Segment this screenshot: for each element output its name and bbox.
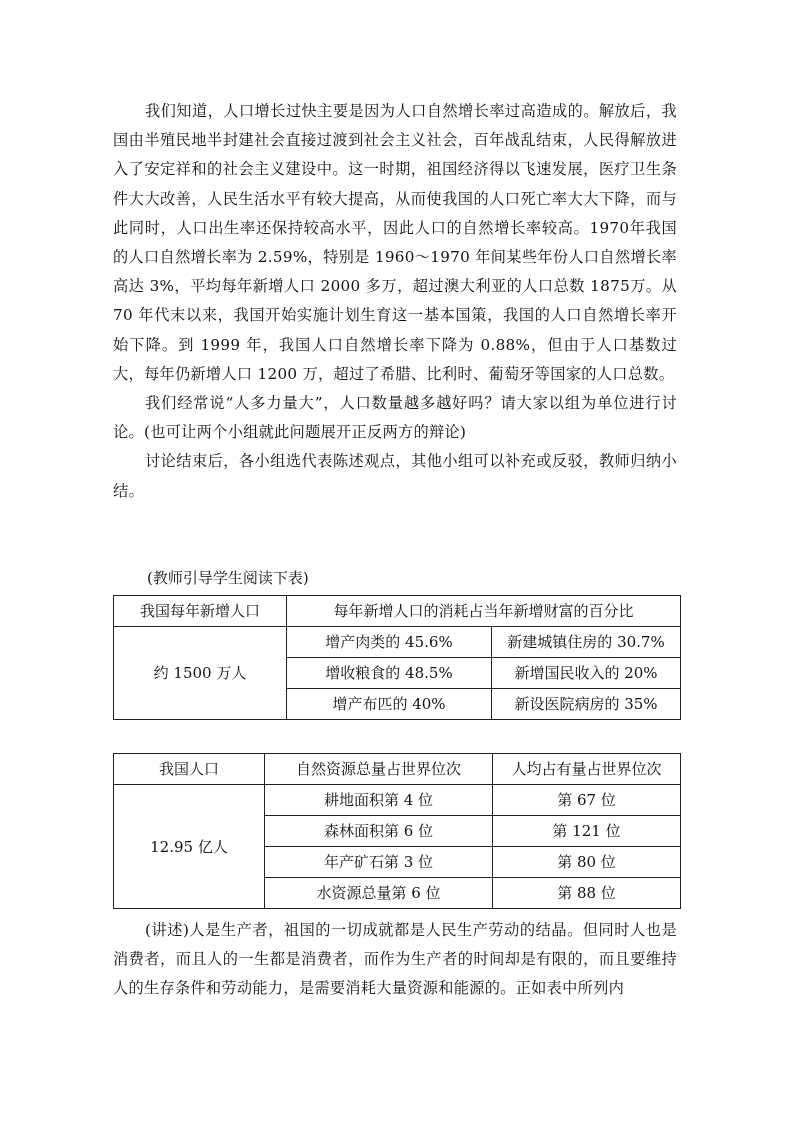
table-cell: 森林面积第 6 位 xyxy=(265,816,493,847)
header-cell: 每年新增人口的消耗占当年新增财富的百分比 xyxy=(287,596,681,627)
table-row xyxy=(114,785,681,816)
table-cell: 增产布匹的 40% xyxy=(287,689,492,720)
header-cell: 我国每年新增人口 xyxy=(114,596,287,627)
table-cell: 年产矿石第 3 位 xyxy=(265,847,493,878)
paragraph-population-growth: 我们知道，人口增长过快主要是因为人口自然增长率过高造成的。解放后，我国由半殖民地半封建社会直接过渡到社会主义社会，百年战乱结束，人民得解放进入了安定祥和的社会主义建设中。这一时期，祖国经济得以飞速发展，医疗卫生条件大大改善，人民生活水平有较大提高，从而使我国的人口死亡率大大下降，而与此同时，人口出生率还保持较高水平，因此人口的自然增长率较高。1970年我国的人口自然增长率为 2.59%，特别是 1960～1970 年间某些年份人口自然增长率高达 3%，平均每年新增人口 2000 多万，超过澳大利亚的人口总数 1875万。从 70 年代末以来，我国开始实施计划生育这一基本国策，我国的人口自然增长率开始下降。到 1999 年，我国人口自然增长率下降为 0.88%，但由于人口基数过大，每年仍新增人口 1200 万，超过了希腊、比利时、葡萄牙等国家的人口总数。 xyxy=(113,102,677,383)
table-cell: 第 67 位 xyxy=(493,785,681,816)
paragraph-discussion-question: 我们经常说“人多力量大”，人口数量越多越好吗？请大家以组为单位进行讨论。(也可让两个小组就此问题展开正反两方的辩论) xyxy=(113,394,677,442)
natural-resources-ranking-table xyxy=(113,753,681,909)
table-header-row xyxy=(114,596,681,627)
table-cell: 第 121 位 xyxy=(493,816,681,847)
table-cell: 新增国民收入的 20% xyxy=(492,658,681,689)
table-cell: 耕地面积第 4 位 xyxy=(265,785,493,816)
paragraph-discussion-summary: 讨论结束后，各小组选代表陈述观点，其他小组可以补充或反驳，教师归纳小结。 xyxy=(113,452,677,500)
table-cell: 第 80 位 xyxy=(493,847,681,878)
new-population-consumption-table xyxy=(113,595,681,720)
table-cell: 水资源总量第 6 位 xyxy=(265,878,493,909)
merged-value-cell: 12.95 亿人 xyxy=(114,785,265,909)
table-cell: 新设医院病房的 35% xyxy=(492,689,681,720)
header-cell: 我国人口 xyxy=(114,754,265,785)
table-cell: 增收粮食的 48.5% xyxy=(287,658,492,689)
table-header-row xyxy=(114,754,681,785)
table-row xyxy=(114,627,681,658)
paragraph-lecture: (讲述)人是生产者，祖国的一切成就都是人民生产劳动的结晶。但同时人也是消费者，而且人的一生都是消费者，而作为生产者的时间却是有限的，而且要维持人的生存条件和劳动能力，是需要消耗大量资源和能源的。正如表中所列内 xyxy=(113,921,677,998)
table-cell: 增产肉类的 45.6% xyxy=(287,627,492,658)
header-cell: 人均占有量占世界位次 xyxy=(493,754,681,785)
body-text-continued xyxy=(113,916,677,1004)
header-cell: 自然资源总量占世界位次 xyxy=(265,754,493,785)
table-caption: (教师引导学生阅读下表) xyxy=(147,569,309,587)
table-cell: 第 88 位 xyxy=(493,878,681,909)
body-text xyxy=(113,97,677,506)
merged-value-cell: 约 1500 万人 xyxy=(114,627,287,720)
table-cell: 新建城镇住房的 30.7% xyxy=(492,627,681,658)
